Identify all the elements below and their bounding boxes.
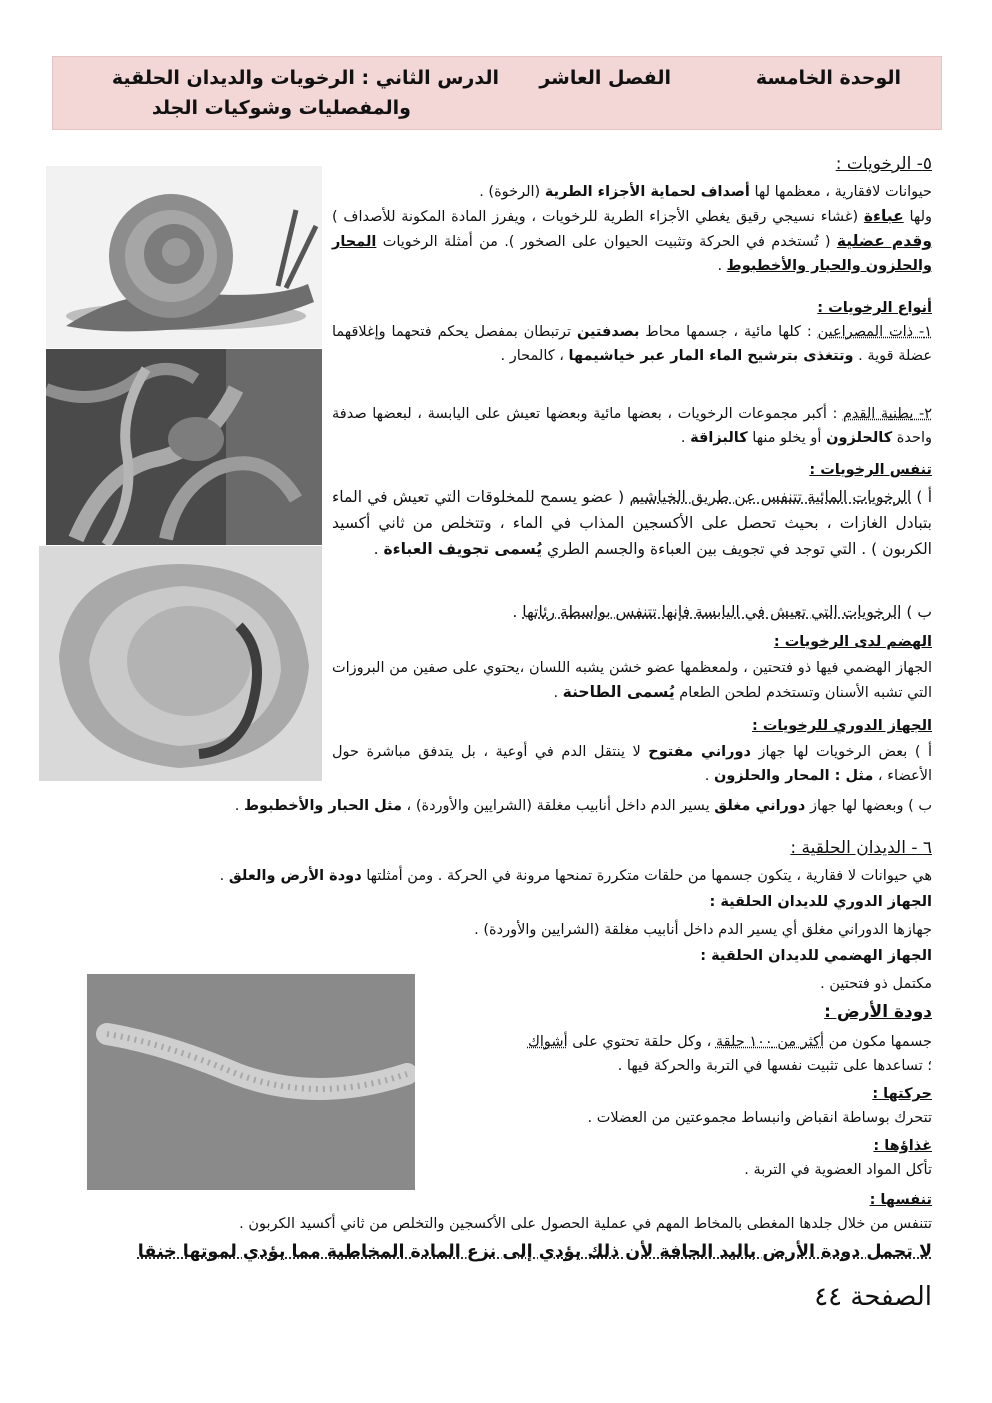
breathing-title: تنفسها : [869,1192,932,1208]
digestion-title: الهضم لدى الرخويات : [773,634,932,650]
snail-photo [46,166,322,348]
circulation-title: الجهاز الدوري للرخويات : [752,718,932,734]
respiration-title: تنفس الرخويات : [809,462,932,478]
worms-circulation-text: جهازها الدوراني مغلق أي يسير الدم داخل أنابيب مغلقة (الشرايين والأوردة) . [474,922,932,938]
worms-digestion-title: الجهاز الهضمي للديدان الحلقية : [700,948,932,964]
lesson-title: الدرس الثاني : الرخويات والديدان الحلقية [111,67,499,89]
circulation-open: أ ) بعض الرخويات لها جهاز دوراني مفتوح لا ينتقل الدم في أوعية ، بل يتدفق مباشرة حول الأعضاء ، مثل : المحار والحلزون . [332,744,932,784]
earthworm-photo [87,974,415,1190]
earthworm-title: دودة الأرض : [824,1002,932,1022]
breathing-text: تتنفس من خلال جلدها المغطى بالمخاط المهم في عملية الحصول على الأكسجين والتخلص من ثاني أكسيد الكربون . [239,1216,932,1232]
earthworm-text: جسمها مكون من أكثر من ١٠٠ حلقة ، وكل حلقة تحتوي على أشواك ؛ تساعدها على تثبيت نفسها في التربة والحركة فيها . [527,1034,932,1074]
worms-digestion-text: مكتمل ذو فتحتين . [820,976,932,992]
lesson-header [52,56,942,130]
respiration-land: ب ) الرخويات التي تعيش في اليابسة فإنها تتنفس بواسطة رئاتها . [512,603,932,621]
food-title: غذاؤها : [873,1138,932,1154]
unit-title: الوحدة الخامسة [755,67,901,89]
oyster-photo [39,546,322,781]
food-text: تأكل المواد العضوية في التربة . [744,1162,932,1178]
movement-text: تتحرك بوساطة انقباض وانبساط مجموعتين من العضلات . [587,1110,932,1126]
lesson-title-line2: والمفصليات وشوكيات الجلد [151,97,411,119]
respiration-aquatic: أ ) الرخويات المائية تتنفس عن طريق الخياشيم ( عضو يسمح للمخلوقات التي تعيش في الماء بتبادل الغازات ، بحيث تحصل على الأكسجين المذاب في الماء ، وتتخلص من ثاني أكسيد الكربون ) . التي توجد في تجويف بين العباءة والجسم الطري يُسمى تجويف العباءة . [332,488,933,558]
octopus-photo [46,349,322,545]
worms-intro: هي حيوانات لا فقارية ، يتكون جسمها من حلقات متكررة تمنحها مرونة في الحركة . ومن أمثلتها دودة الأرض والعلق . [219,868,932,884]
worms-title: ٦ - الديدان الحلقية : [790,838,932,858]
mollusks-intro: حيوانات لافقارية ، معظمها لها أصداف لحماية الأجزاء الطرية (الرخوة) . ولها عباءة (غشاء نسيجي رقيق يغطي الأجزاء الطرية للرخويات ، ويفرز المادة المكونة للأصداف ) وقدم عضلية ( تُستخدم في الحركة وتثبيت الحيوان على الصخور ). من أمثلة الرخويات المحار والحلزون والحبار والأخطبوط . [332,184,932,274]
circulation-closed: ب ) وبعضها لها جهاز دوراني مغلق يسير الدم داخل أنابيب مغلقة (الشرايين والأوردة) ، مثل الحبار والأخطبوط . [234,798,932,814]
mollusks-title: ٥- الرخويات : [835,154,932,174]
chapter-title: الفصل العاشر [539,67,671,89]
types-title: أنواع الرخويات : [817,300,932,316]
worms-circulation-title: الجهاز الدوري للديدان الحلقية : [709,894,932,910]
bivalves-text: ١- ذات المصراعين : كلها مائية ، جسمها محاط بصدفتين ترتبطان بمفصل يحكم فتحهما وإغلاقهما عضلة قوية . وتتغذى بترشيح الماء المار عبر خياشيمها ، كالمحار . [332,324,932,364]
digestion-text: الجهاز الهضمي فيها ذو فتحتين ، ولمعظمها عضو خشن يشبه اللسان ،يحتوي على صفين من البروزات التي تشبه الأسنان وتستخدم لطحن الطعام يُسمى الطاحنة . [332,660,932,701]
warning-note: لا تحمل دودة الأرض باليد الجافة لأن ذلك يؤدي إلى نزع المادة المخاطية مما يؤدي لموتها خنقا [137,1242,932,1262]
movement-title: حركتها : [872,1086,932,1102]
gastropods-text: ٢- بطنية القدم : أكبر مجموعات الرخويات ، بعضها مائية وبعضها تعيش على اليابسة ، لبعضها صدفة واحدة كالحلزون أو يخلو منها كالبزاقة . [332,406,932,446]
page-number: الصفحة ٤٤ [814,1282,932,1312]
